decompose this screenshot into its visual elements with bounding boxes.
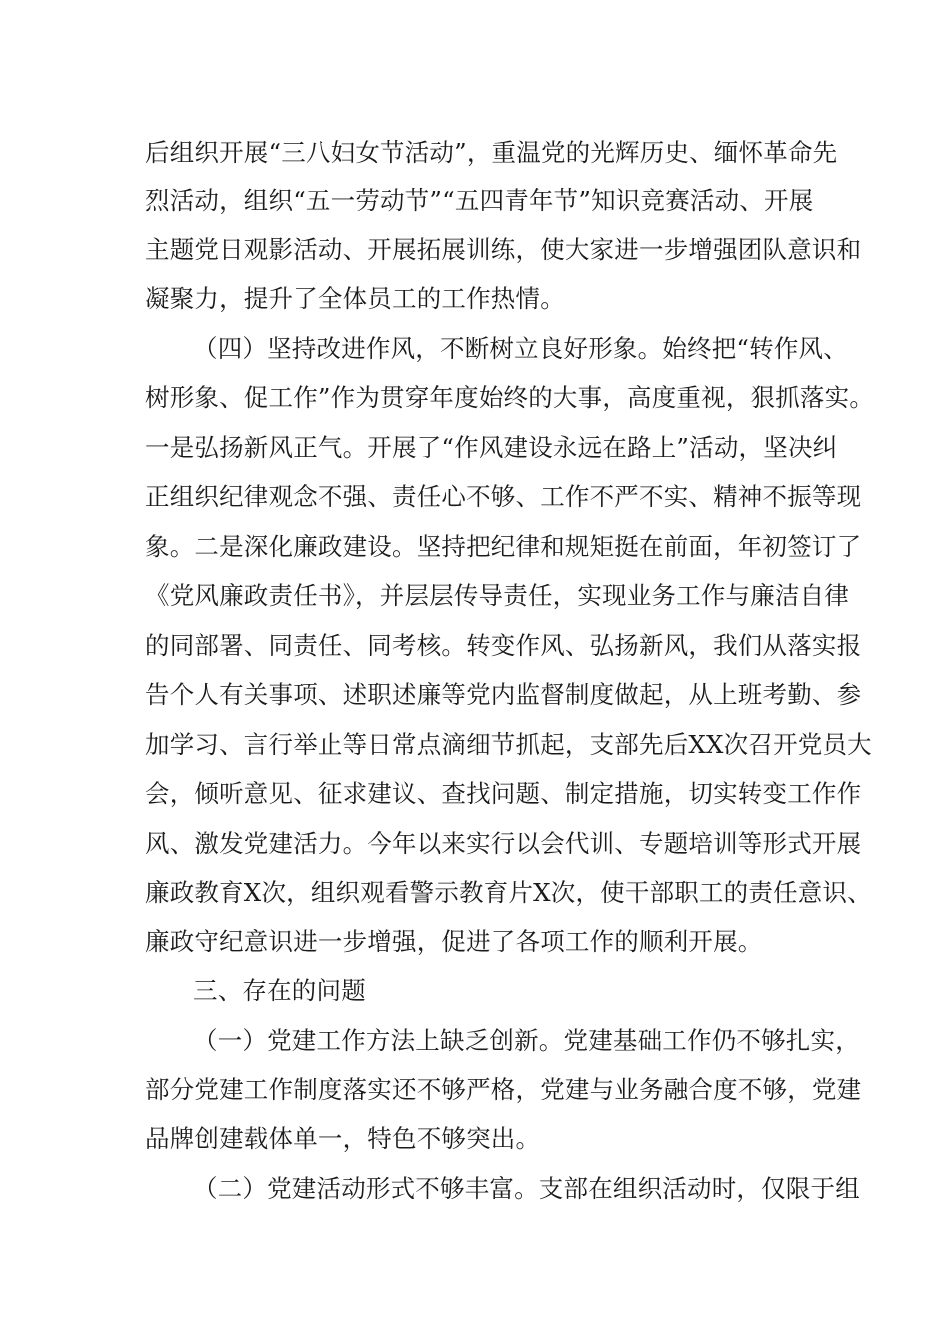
paragraph-start-line: （一）党建工作方法上缺乏创新。党建基础工作仍不够扎实， bbox=[193, 1026, 860, 1055]
text-line: 品牌创建载体单一，特色不够突出。 bbox=[145, 1124, 541, 1153]
text-line: 部分党建工作制度落实还不够严格，党建与业务融合度不够，党建 bbox=[145, 1075, 862, 1104]
text-line: 会，倾听意见、征求建议、查找问题、制定措施，切实转变工作作 bbox=[145, 779, 862, 808]
text-line: 后组织开展“三八妇女节活动”，重温党的光辉历史、缅怀革命先 bbox=[145, 138, 838, 167]
text-line: 加学习、言行举止等日常点滴细节抓起，支部先后XX次召开党员大 bbox=[145, 730, 872, 759]
text-line: 树形象、促工作”作为贯穿年度始终的大事，高度重视，狠抓落实。 bbox=[145, 383, 875, 412]
text-line: 一是弘扬新风正气。开展了“作风建设永远在路上”活动，坚决纠 bbox=[145, 433, 838, 462]
text-line: 正组织纪律观念不强、责任心不够、工作不严不实、精神不振等现 bbox=[145, 482, 862, 511]
text-line: 烈活动，组织“五一劳动节”“五四青年节”知识竞赛活动、开展 bbox=[145, 186, 814, 215]
text-line: 凝聚力，提升了全体员工的工作热情。 bbox=[145, 284, 565, 313]
text-line: 《党风廉政责任书》，并层层传导责任，实现业务工作与廉洁自律 bbox=[145, 581, 850, 610]
text-line: 风、激发党建活力。今年以来实行以会代训、专题培训等形式开展 bbox=[145, 829, 862, 858]
text-line: 主题党日观影活动、开展拓展训练，使大家进一步增强团队意识和 bbox=[145, 235, 862, 264]
text-line: 廉政守纪意识进一步增强，促进了各项工作的顺利开展。 bbox=[145, 927, 763, 956]
section-heading: 三、存在的问题 bbox=[193, 976, 366, 1005]
text-line: 告个人有关事项、述职述廉等党内监督制度做起，从上班考勤、参 bbox=[145, 680, 862, 709]
paragraph-start-line: （四）坚持改进作风，不断树立良好形象。始终把“转作风、 bbox=[193, 334, 848, 363]
paragraph-start-line: （二）党建活动形式不够丰富。支部在组织活动时，仅限于组 bbox=[193, 1174, 860, 1203]
text-line: 廉政教育X次，组织观看警示教育片X次，使干部职工的责任意识、 bbox=[145, 878, 872, 907]
text-line: 的同部署、同责任、同考核。转变作风、弘扬新风，我们从落实报 bbox=[145, 631, 862, 660]
text-line: 象。二是深化廉政建设。坚持把纪律和规矩挺在前面，年初签订了 bbox=[145, 532, 862, 561]
